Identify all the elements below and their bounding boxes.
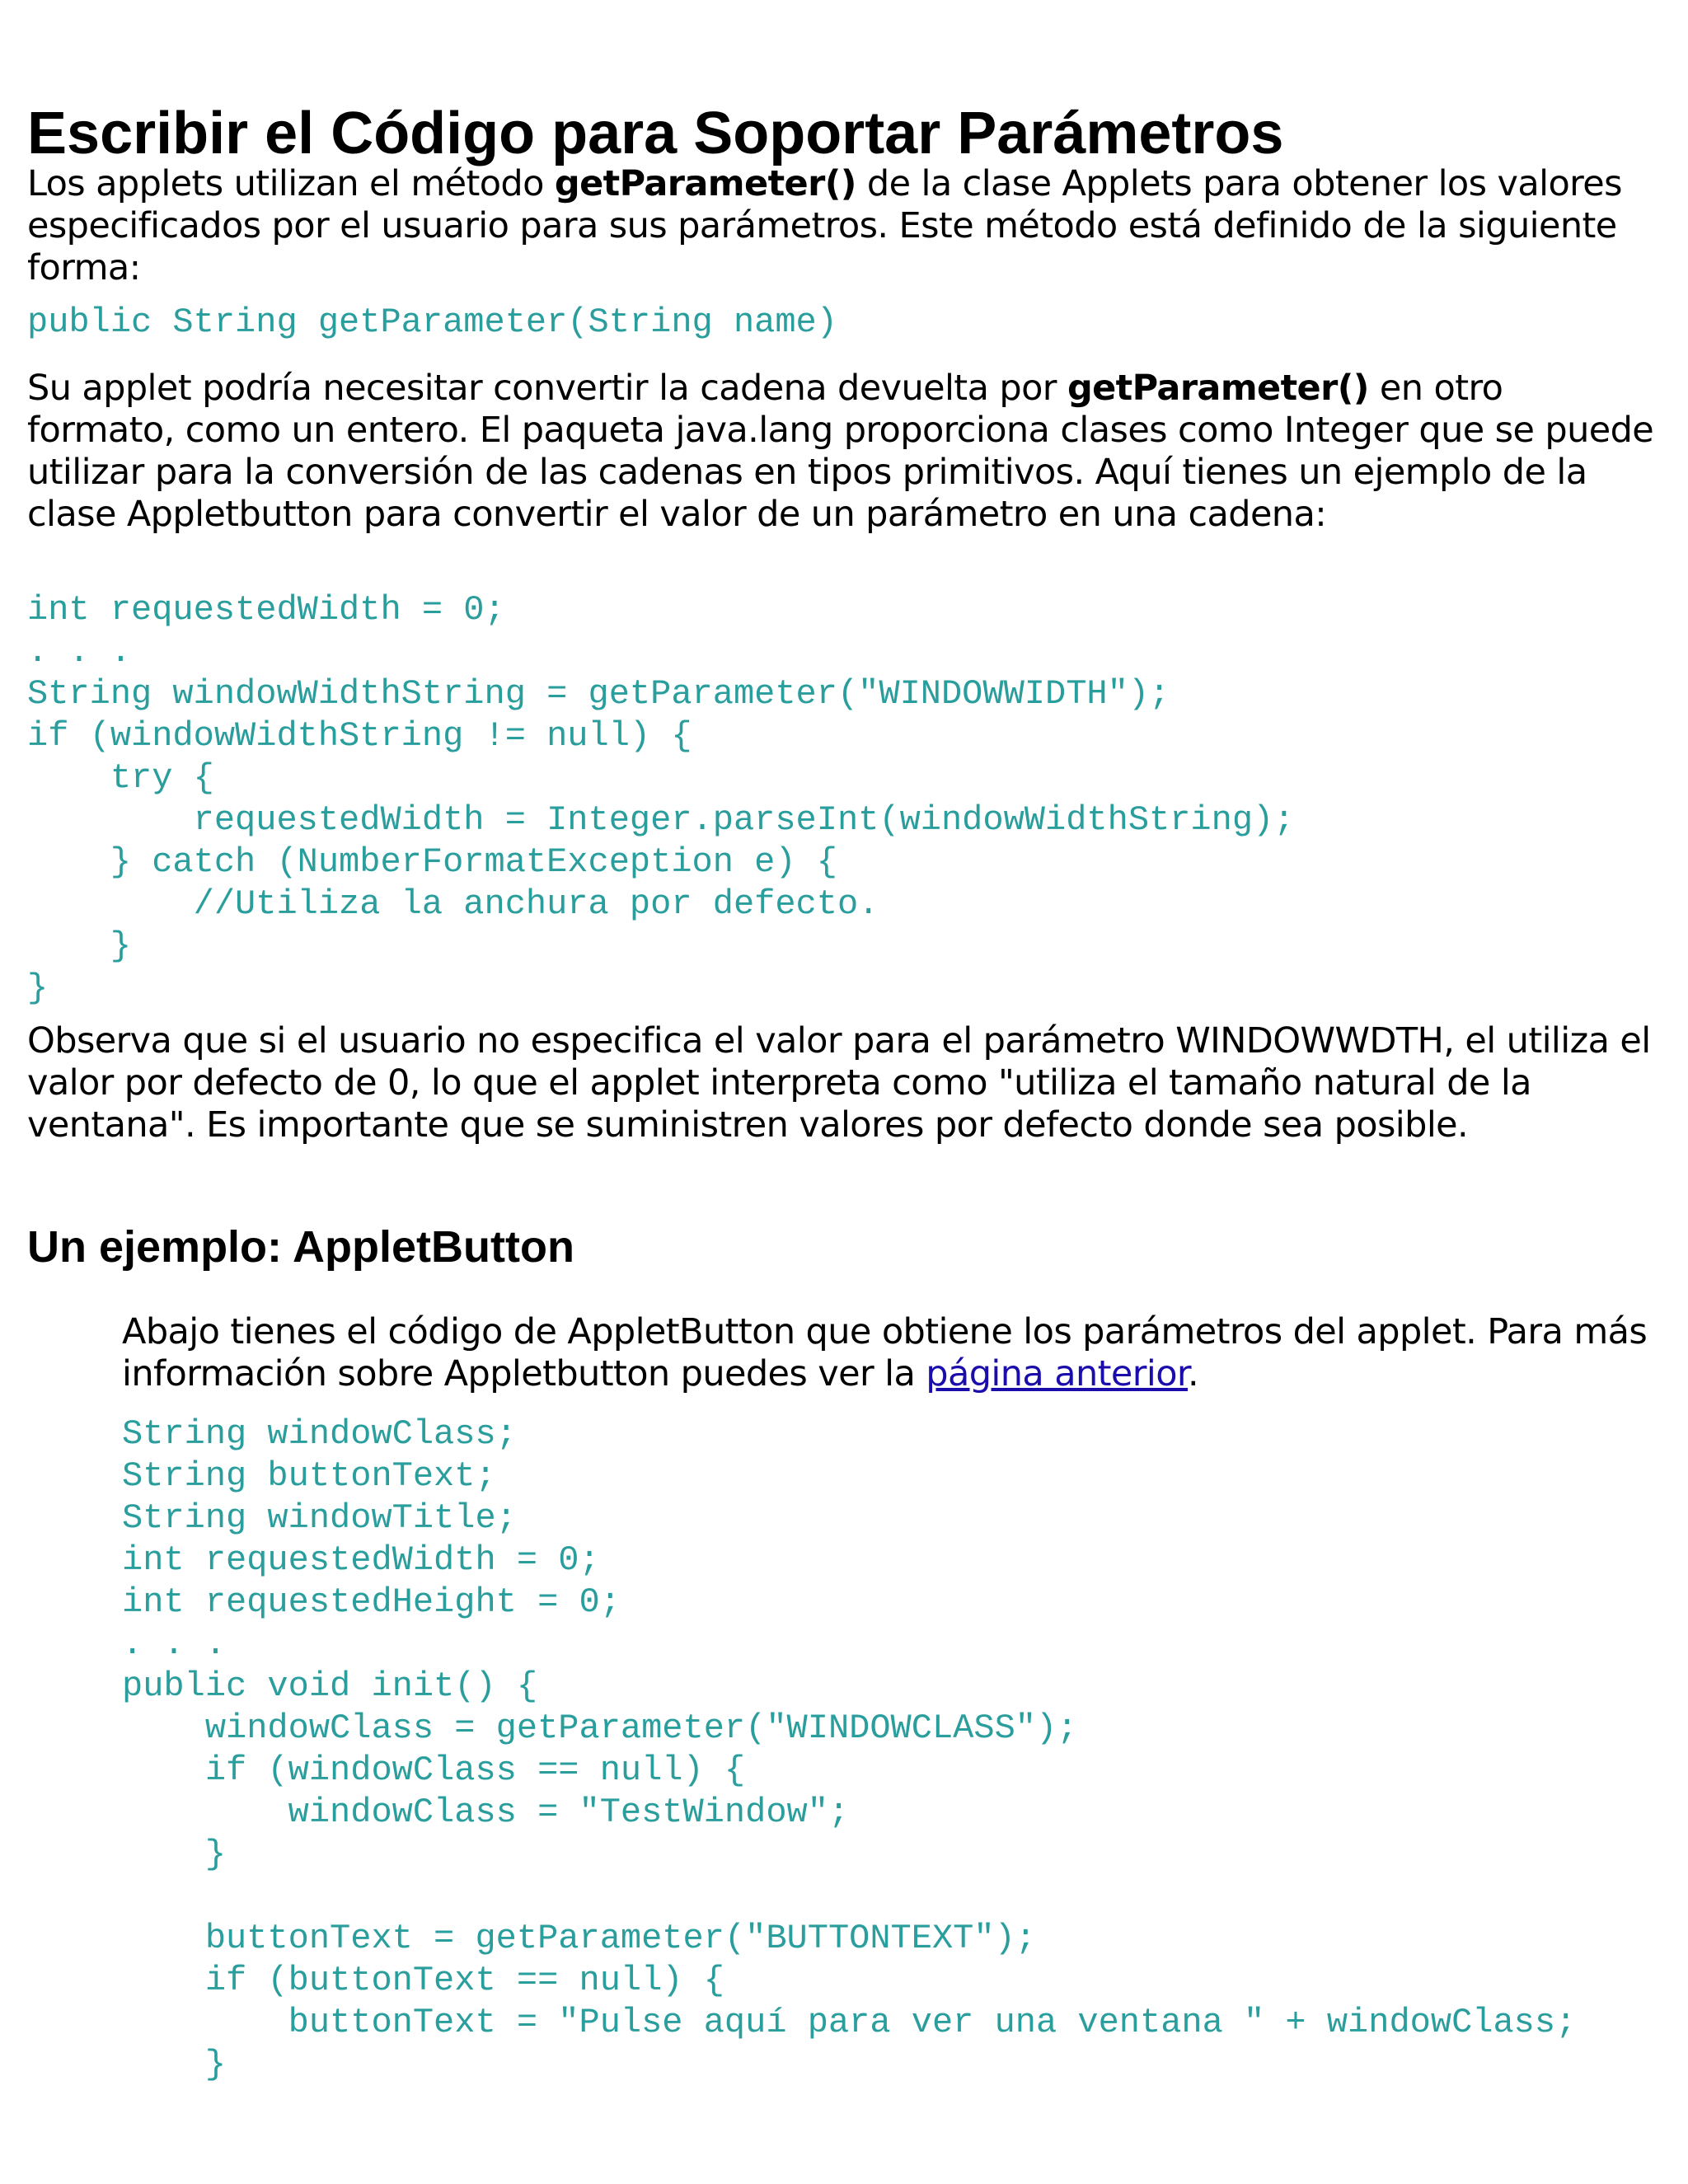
default-value-paragraph: Observa que si el usuario no especifica el valor para el parámetro WINDOWWDTH, el utiliza el valor por defecto de 0, lo que el applet interpreta como "utiliza el tamaño natural de la ventana". Es importante que se suministren valores por defecto donde sea posible. (27, 1020, 1651, 1146)
page-title: Escribir el Código para Soportar Parámetros (27, 101, 1284, 166)
conversion-text-after: en otro formato, como un entero. El paqueta java.lang proporciona clases como Integer que se puede utilizar para la conversión de las cadenas en tipos primitivos. Aquí tienes un ejemplo de la clase Appletbutton para convertir el valor de un parámetro en una cadena: (27, 368, 1654, 535)
example-paragraph (122, 1311, 1663, 1395)
conversion-paragraph (27, 368, 1655, 536)
method-name-bold-2: getParameter() (1067, 368, 1369, 409)
intro-text-after: de la clase Applets para obtener los valores especificados por el usuario para sus parámetros. Este método está definido de la siguiente forma: (27, 163, 1622, 288)
conversion-code-block: int requestedWidth = 0; . . . String windowWidthString = getParameter("WINDOWWIDTH"); if (windowWidthString != null) { try { requestedWidth = Integer.parseInt(windowWidthString); } catch (NumberFormatException e) { //Utiliza la anchura por defecto. } } (27, 590, 1295, 1008)
intro-paragraph (27, 163, 1655, 289)
example-text-before: Abajo tienes el código de AppletButton que obtiene los parámetros del applet. Para más información sobre Appletbutton puedes ver la (122, 1311, 1648, 1394)
conversion-text-before: Su applet podría necesitar convertir la cadena devuelta por (27, 368, 1067, 409)
section-heading: Un ejemplo: AppletButton (27, 1222, 574, 1272)
previous-page-link[interactable]: página anterior (926, 1353, 1189, 1394)
intro-text-before: Los applets utilizan el método (27, 163, 555, 204)
appletbutton-code-block: String windowClass; String buttonText; String windowTitle; int requestedWidth = 0; int requestedHeight = 0; . . . public void init() { windowClass = getParameter("WINDOWCLASS"); if (windowClass == null) { windowClass = "TestWindow"; } buttonText = getParameter("BUTTONTEXT"); if (buttonText == null) { buttonText = "Pulse aquí para ver una ventana " + windowClass; } (122, 1414, 1577, 2084)
method-name-bold: getParameter() (554, 163, 856, 204)
example-text-after: . (1188, 1353, 1199, 1394)
method-signature-code: public String getParameter(String name) (27, 302, 837, 342)
